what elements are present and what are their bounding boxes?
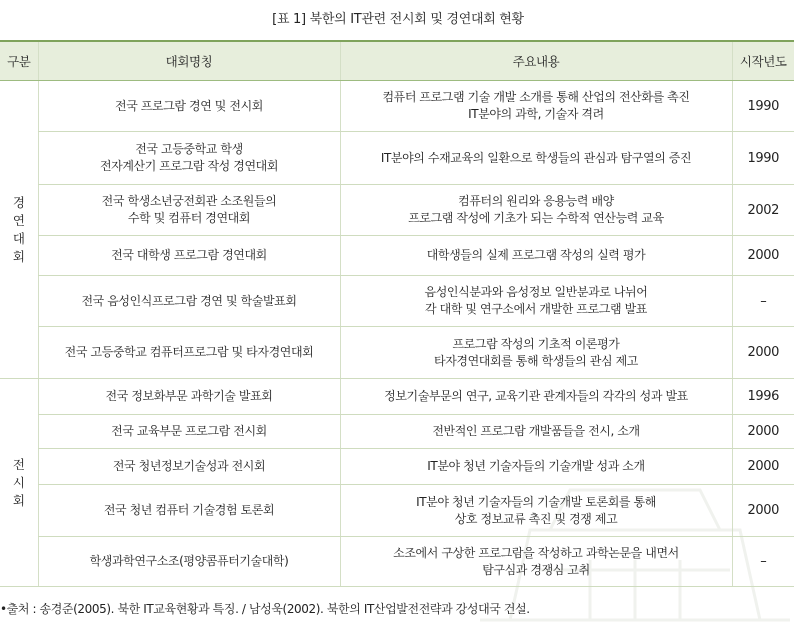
table-title: [표 1] 북한의 IT관련 전시회 및 경연대회 현황 <box>272 12 524 27</box>
name-line: 전국 교육부문 프로그람 전시회 <box>111 424 267 438</box>
year-cell: 2000 <box>732 449 794 485</box>
content-line: 상호 정보교류 촉진 및 경쟁 제고 <box>454 511 618 526</box>
name-cell <box>38 185 340 236</box>
content-line: 전반적인 프로그람 개발품들을 전시, 소개 <box>432 424 640 438</box>
content-cell <box>340 379 732 415</box>
content-cell <box>340 485 732 537</box>
content-cell <box>340 327 732 379</box>
name-line: 전국 학생소년궁전회관 소조원들의 <box>101 194 277 208</box>
content-cell <box>340 537 732 587</box>
table-row <box>0 379 794 415</box>
header-name: 대회명칭 <box>38 41 340 81</box>
content-line: 탐구심과 경쟁심 고취 <box>482 562 590 577</box>
header-year: 시작년도 <box>732 41 794 81</box>
name-cell <box>38 449 340 485</box>
category-cell <box>0 379 38 587</box>
table-row <box>0 485 794 537</box>
content-line: 프로그람 작성의 기초적 이론평가 <box>452 336 620 351</box>
name-line: 전국 고등중학교 학생 <box>135 142 243 156</box>
name-cell <box>38 379 340 415</box>
content-line: 타자경연대회를 통해 학생들의 관심 제고 <box>434 353 638 368</box>
content-line: 정보기술부문의 연구, 교육기관 관계자들의 각각의 성과 발표 <box>384 389 688 403</box>
table-row <box>0 449 794 485</box>
name-line: 전국 프로그람 경연 및 전시회 <box>115 98 263 113</box>
year-cell: 2000 <box>732 327 794 379</box>
content-cell <box>340 185 732 236</box>
content-cell <box>340 81 732 132</box>
name-line: 전국 대학생 프로그람 경연대회 <box>111 248 267 262</box>
name-line: 전국 청년정보기술성과 전시회 <box>112 459 266 473</box>
name-cell <box>38 81 340 132</box>
category-label: 전시회 <box>12 456 25 508</box>
name-line: 학생과학연구소조(평양콤퓨터기술대학) <box>89 554 289 568</box>
table-row <box>0 236 794 276</box>
content-cell <box>340 132 732 185</box>
table-body <box>0 81 794 587</box>
content-line: 컴퓨터의 원리와 응용능력 배양 <box>458 194 614 208</box>
content-line: IT분야 청년 기술자들의 기술개발 토론회를 통해 <box>416 494 656 509</box>
content-cell <box>340 449 732 485</box>
category-label: 경연대회 <box>12 194 25 264</box>
table-row <box>0 81 794 132</box>
year-cell: – <box>732 276 794 327</box>
name-line: 전국 청년 컴퓨터 기술경험 토론회 <box>103 503 275 517</box>
table-row <box>0 132 794 185</box>
table-row <box>0 276 794 327</box>
name-cell <box>38 485 340 537</box>
name-line: 전국 정보화부문 과학기술 발표회 <box>105 389 273 403</box>
table-row <box>0 327 794 379</box>
content-line: 각 대학 및 연구소에서 개발한 프로그램 발표 <box>425 302 647 316</box>
content-line: 프로그램 작성에 기초가 되는 수학적 연산능력 교육 <box>408 211 664 225</box>
year-cell: 1996 <box>732 379 794 415</box>
source-note: •출처 : 송경준(2005). 북한 IT교육현황과 특징. / 남성욱(2002). 북한의 IT산업발전전략과 강성대국 건설. <box>0 602 530 616</box>
year-cell: 1990 <box>732 132 794 185</box>
year-cell: 2000 <box>732 236 794 276</box>
competitions-table <box>0 40 794 587</box>
content-cell <box>340 415 732 449</box>
name-line: 전국 고등중학교 컴퓨터프로그람 및 타자경연대회 <box>64 345 314 359</box>
content-line: 음성인식분과와 음성정보 일반분과로 나뉘어 <box>424 285 648 299</box>
content-line: IT분야의 과학, 기술자 격려 <box>468 107 604 121</box>
table-row <box>0 537 794 587</box>
content-line: 대학생들의 실제 프로그램 작성의 실력 평가 <box>426 248 646 262</box>
content-line: 소조에서 구상한 프로그람을 작성하고 과학논문을 내면서 <box>393 545 679 560</box>
table-row <box>0 185 794 236</box>
content-line: IT분야의 수재교육의 일환으로 학생들의 관심과 탐구열의 증진 <box>380 150 692 165</box>
name-line: 전자계산기 프로그람 작성 경연대회 <box>99 159 279 173</box>
name-cell <box>38 236 340 276</box>
name-line: 전국 음성인식프로그람 경연 및 학술발표회 <box>81 293 297 308</box>
category-cell <box>0 81 38 379</box>
name-cell <box>38 132 340 185</box>
content-cell <box>340 236 732 276</box>
name-cell <box>38 537 340 587</box>
header-category: 구분 <box>0 41 38 81</box>
year-cell: – <box>732 537 794 587</box>
name-cell <box>38 415 340 449</box>
year-cell: 1990 <box>732 81 794 132</box>
content-line: 컴퓨터 프로그램 기술 개발 소개를 통해 산업의 전산화를 촉진 <box>382 90 690 104</box>
year-cell: 2002 <box>732 185 794 236</box>
content-line: IT분야 청년 기술자들의 기술개발 성과 소개 <box>427 459 645 473</box>
name-cell <box>38 276 340 327</box>
name-line: 수학 및 컴퓨터 경연대회 <box>127 211 251 225</box>
header-content: 주요내용 <box>340 41 732 81</box>
year-cell: 2000 <box>732 415 794 449</box>
table-header-row <box>0 41 794 81</box>
year-cell: 2000 <box>732 485 794 537</box>
table-row <box>0 415 794 449</box>
content-cell <box>340 276 732 327</box>
name-cell <box>38 327 340 379</box>
